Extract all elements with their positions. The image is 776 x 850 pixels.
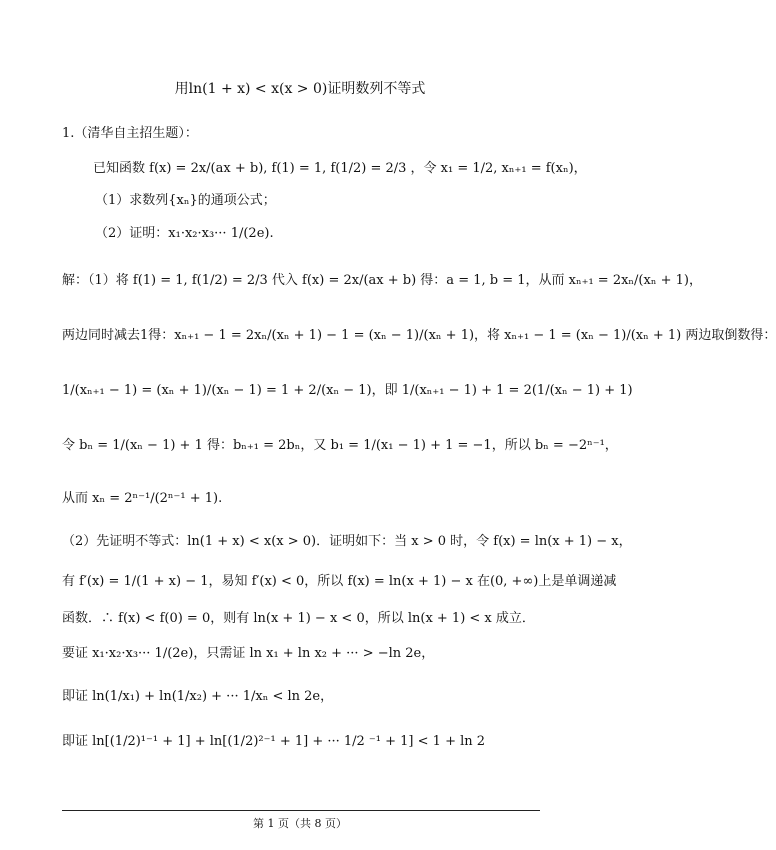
proof-conclusion: 函数．∴ f(x) < f(0) = 0，则有 ln(x + 1) − x < 0，所以 ln(x + 1) < x 成立． bbox=[62, 611, 535, 626]
page-footer: 第 1 页（共 8 页） bbox=[253, 817, 347, 830]
solution-step-5: 从而 xₙ = 2ⁿ⁻¹/(2ⁿ⁻¹ + 1). bbox=[62, 491, 223, 506]
proof-intro: （2）先证明不等式：ln(1 + x) < x(x > 0)．证明如下：当 x > 0 时，令 f(x) = ln(x + 1) − x， bbox=[62, 534, 632, 549]
question-2: （2）证明：x₁·x₂·x₃··· 1/(2e). bbox=[95, 226, 274, 241]
page-title: 用ln(1 + x) < x(x > 0)证明数列不等式 bbox=[174, 81, 426, 97]
problem-statement: 已知函数 f(x) = 2x/(ax + b), f(1) = 1, f(1/2) = 2/3 ，令 x₁ = 1/2, xₙ₊₁ = f(xₙ)， bbox=[93, 161, 587, 176]
solution-step-3: 1/(xₙ₊₁ − 1) = (xₙ + 1)/(xₙ − 1) = 1 + 2/(xₙ − 1)，即 1/(xₙ₊₁ − 1) + 1 = 2(1/(xₙ − 1) + 1) bbox=[62, 383, 633, 398]
problem-heading: 1.（清华自主招生题）： bbox=[62, 126, 198, 141]
solution-step-2: 两边同时减去1得：xₙ₊₁ − 1 = 2xₙ/(xₙ + 1) − 1 = (xₙ − 1)/(xₙ + 1)，将 xₙ₊₁ − 1 = (xₙ − 1)/(xₙ + 1) 两边取倒数得： bbox=[62, 328, 776, 343]
question-1: （1）求数列{xₙ}的通项公式； bbox=[95, 193, 276, 208]
reduction-2: 即证 ln(1/x₁) + ln(1/x₂) + ··· 1/xₙ < ln 2e， bbox=[62, 689, 334, 704]
reduction-3: 即证 ln[(1/2)¹⁻¹ + 1] + ln[(1/2)²⁻¹ + 1] + ··· 1/2 ⁻¹ + 1] < 1 + ln 2 bbox=[62, 734, 486, 749]
reduction-1: 要证 x₁·x₂·x₃··· 1/(2e)，只需证 ln x₁ + ln x₂ + ··· > −ln 2e， bbox=[62, 646, 435, 661]
proof-derivative: 有 f′(x) = 1/(1 + x) − 1，易知 f′(x) < 0，所以 f(x) = ln(x + 1) − x 在(0, +∞)上是单调递减 bbox=[62, 574, 617, 589]
footer-divider bbox=[62, 810, 540, 811]
solution-step-4: 令 bₙ = 1/(xₙ − 1) + 1 得：bₙ₊₁ = 2bₙ，又 b₁ = 1/(x₁ − 1) + 1 = −1，所以 bₙ = −2ⁿ⁻¹， bbox=[62, 438, 618, 453]
solution-step-1: 解：（1）将 f(1) = 1, f(1/2) = 2/3 代入 f(x) = 2x/(ax + b) 得：a = 1, b = 1，从而 xₙ₊₁ = 2xₙ/(xₙ + 1)， bbox=[62, 273, 702, 288]
